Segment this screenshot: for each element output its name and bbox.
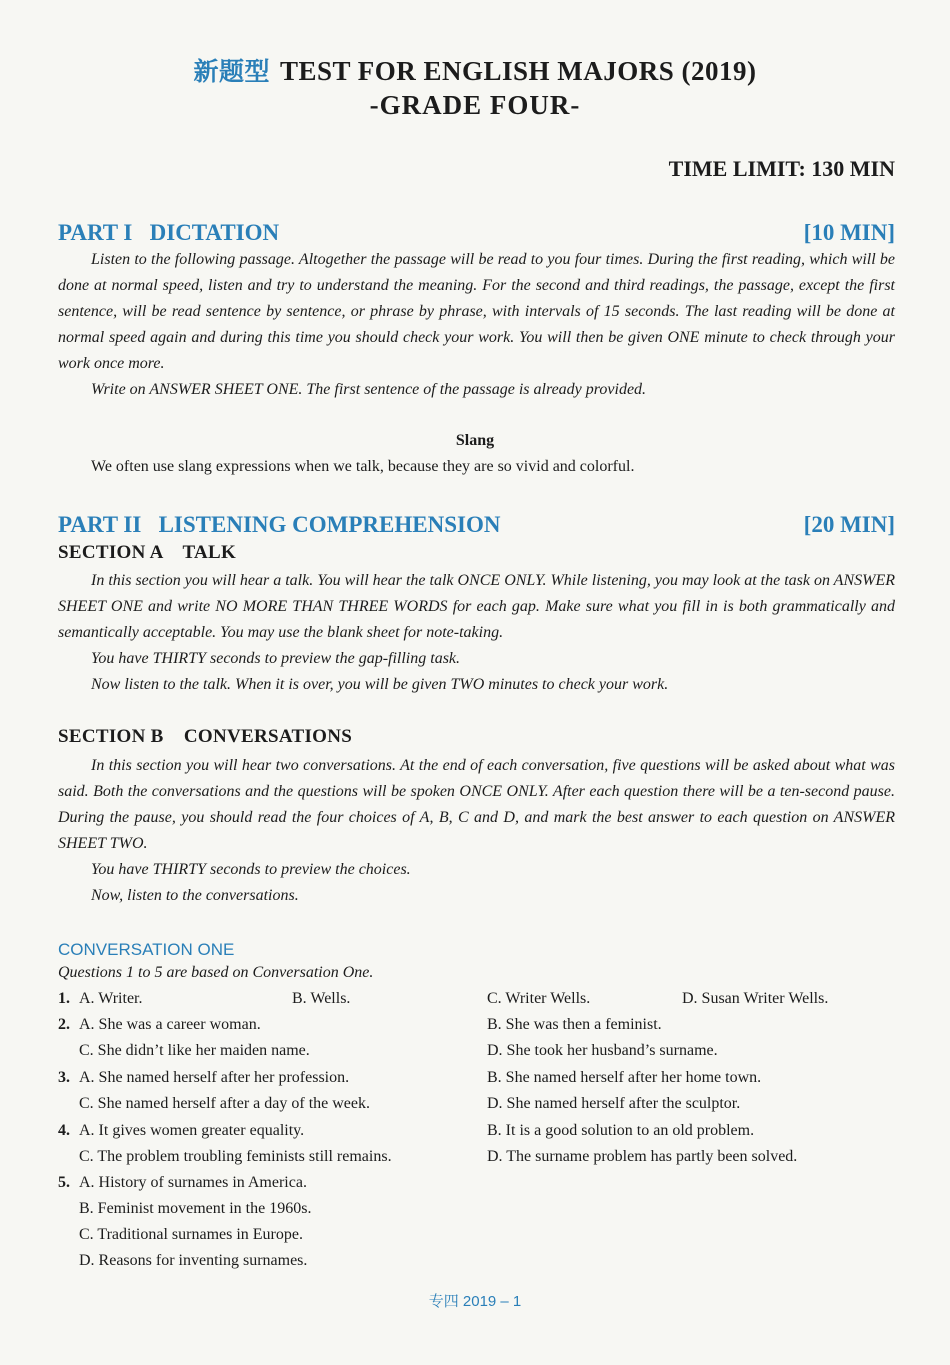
q4-option-b: B. It is a good solution to an old problem. bbox=[487, 1122, 755, 1139]
passage-title: Slang bbox=[455, 432, 495, 449]
question-4-number: 4. bbox=[58, 1122, 70, 1139]
q2-option-a: A. She was a career woman. bbox=[79, 1016, 261, 1033]
q5-option-d: D. Reasons for inventing surnames. bbox=[79, 1252, 308, 1269]
q1-option-d: D. Susan Writer Wells. bbox=[682, 990, 829, 1007]
section-a-heading: SECTION A TALK bbox=[58, 542, 237, 563]
part1-minutes: [10 MIN] bbox=[803, 220, 895, 245]
q5-option-c: C. Traditional surnames in Europe. bbox=[79, 1226, 303, 1243]
question-1-number: 1. bbox=[58, 990, 70, 1007]
subtitle: -GRADE FOUR- bbox=[369, 90, 581, 120]
main-title: 新题型 TEST FOR ENGLISH MAJORS (2019) bbox=[193, 56, 757, 86]
q2-option-b: B. She was then a feminist. bbox=[487, 1016, 662, 1033]
question-3-number: 3. bbox=[58, 1069, 70, 1086]
time-limit: TIME LIMIT: 130 MIN bbox=[668, 156, 895, 181]
conversation-one-intro: Questions 1 to 5 are based on Conversation One. bbox=[58, 964, 374, 981]
title-block bbox=[0, 52, 950, 121]
q5-option-a: A. History of surnames in America. bbox=[79, 1174, 307, 1191]
section-b-heading: SECTION B CONVERSATIONS bbox=[58, 726, 353, 747]
q3-option-c: C. She named herself after a day of the week. bbox=[79, 1095, 370, 1112]
part2-heading: PART II LISTENING COMPREHENSION [20 MIN] bbox=[58, 512, 895, 537]
page-footer: 专四 2019 – 1 bbox=[428, 1293, 522, 1310]
conversation-one-heading: CONVERSATION ONE bbox=[58, 940, 235, 959]
first-sentence: We often use slang expressions when we talk, because they are so vivid and colorful. bbox=[91, 458, 635, 475]
part1-heading: PART I DICTATION [10 MIN] bbox=[58, 220, 895, 245]
q2-option-d: D. She took her husband’s surname. bbox=[487, 1042, 718, 1059]
new-question-type-tag: 新题型 bbox=[193, 57, 270, 86]
q1-option-c: C. Writer Wells. bbox=[487, 990, 591, 1007]
q2-option-c: C. She didn’t like her maiden name. bbox=[79, 1042, 310, 1059]
part1-instructions: Listen to the following passage. Altogether the passage will be read to you four times. During the first reading, which will be done at normal speed, listen and try to understand the meaning. For the second and third readings, the passage, except the first sentence, will be read sentence by sentence, or phrase by phrase, with intervals of 15 seconds. The last reading will be done at normal speed again and during this time you should check your work. You will then be given ONE minute to check through your work once more. Write on ANSWER SHEET ONE. The first sentence of the passage is already provided. bbox=[58, 251, 895, 398]
section-b-instructions: In this section you will hear two conversations. At the end of each conversation, five questions will be asked about what was said. Both the conversations and the questions will be spoken ONCE ONLY. After each question there will be a ten-second pause. During the pause, you should read the four choices of A, B, C and D, and mark the best answer to each question on ANSWER SHEET TWO. You have THIRTY seconds to preview the choices. Now, listen to the conversations. bbox=[58, 757, 895, 904]
q3-option-b: B. She named herself after her home town. bbox=[487, 1069, 762, 1086]
q5-option-b: B. Feminist movement in the 1960s. bbox=[79, 1200, 312, 1217]
q4-option-a: A. It gives women greater equality. bbox=[79, 1122, 305, 1139]
q4-option-d: D. The surname problem has partly been solved. bbox=[487, 1148, 798, 1165]
q3-option-d: D. She named herself after the sculptor. bbox=[487, 1095, 741, 1112]
question-5-number: 5. bbox=[58, 1174, 70, 1191]
q4-option-c: C. The problem troubling feminists still remains. bbox=[79, 1148, 392, 1165]
q1-option-a: A. Writer. bbox=[79, 990, 143, 1007]
q1-option-b: B. Wells. bbox=[292, 990, 351, 1007]
part2-minutes: [20 MIN] bbox=[803, 512, 895, 537]
question-2-number: 2. bbox=[58, 1016, 70, 1033]
q3-option-a: A. She named herself after her profession. bbox=[79, 1069, 350, 1086]
section-a-instructions: In this section you will hear a talk. You will hear the talk ONCE ONLY. While listening, you may look at the task on ANSWER SHEET ONE and write NO MORE THAN THREE WORDS for each gap. Make sure what you fill in is both grammatically and semantically acceptable. You may use the blank sheet for note-taking. You have THIRTY seconds to preview the gap-filling task. Now listen to the talk. When it is over, you will be given TWO minutes to check your work. bbox=[58, 572, 895, 693]
